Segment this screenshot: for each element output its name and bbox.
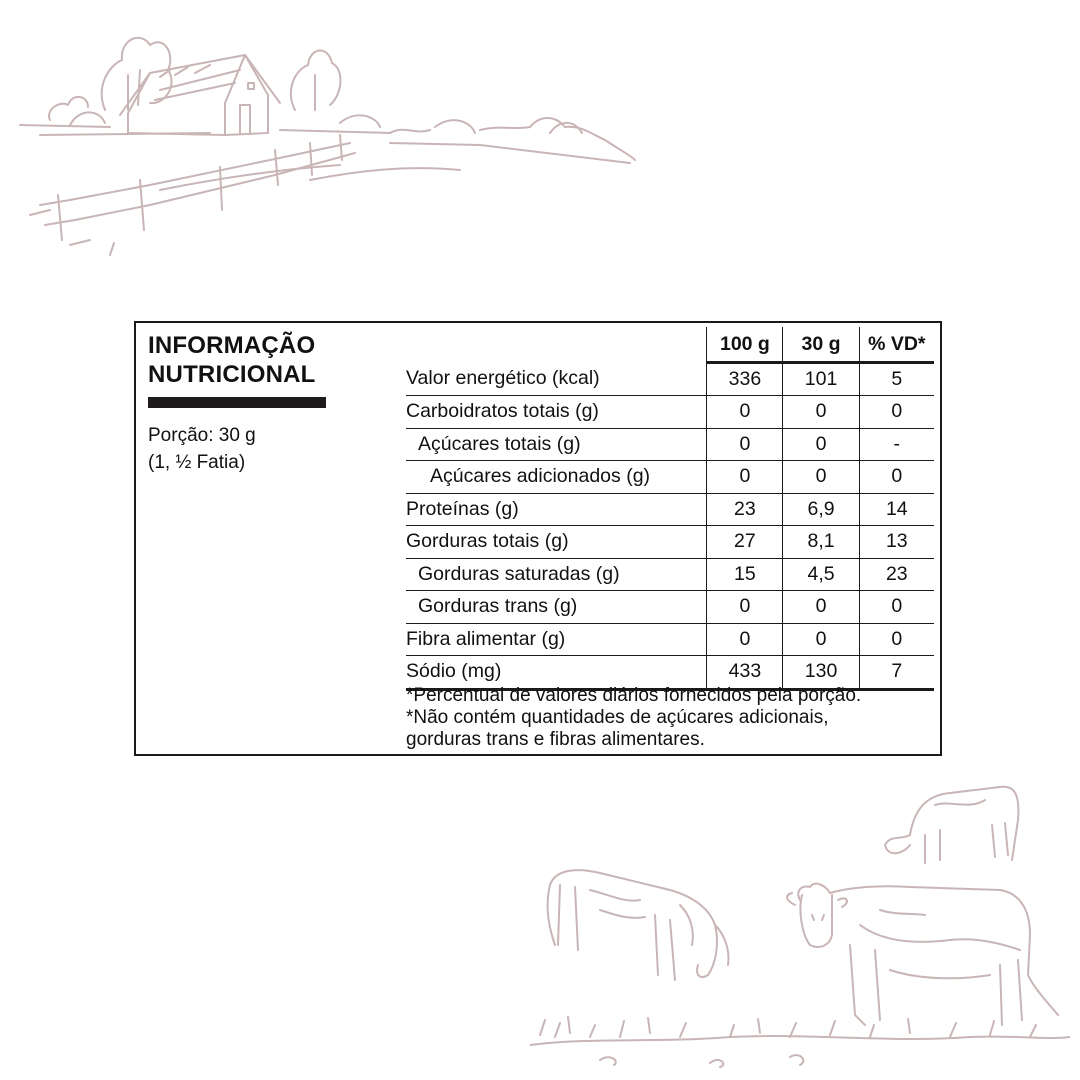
- value-30g: 0: [783, 396, 859, 429]
- table-row: [406, 428, 934, 461]
- value-100g: 27: [707, 526, 783, 559]
- value-30g: 0: [783, 623, 859, 656]
- label-title-line2: NUTRICIONAL: [148, 361, 316, 388]
- value-100g: 433: [707, 656, 783, 690]
- label-title-line1: INFORMAÇÃO: [148, 332, 316, 359]
- table-row: [406, 526, 934, 559]
- footnote-no-additives-line1: *Não contém quantidades de açúcares adicionais,: [406, 707, 829, 728]
- value-vd: 5: [859, 362, 934, 396]
- value-vd: 0: [859, 396, 934, 429]
- value-vd: 7: [859, 656, 934, 690]
- title-divider-bar: [148, 397, 326, 408]
- value-100g: 15: [707, 558, 783, 591]
- value-100g: 23: [707, 493, 783, 526]
- table-row: [406, 493, 934, 526]
- nutrient-label: Proteínas (g): [406, 493, 707, 526]
- nutrition-table: [406, 327, 934, 691]
- value-100g: 336: [707, 362, 783, 396]
- value-100g: 0: [707, 623, 783, 656]
- table-row: [406, 591, 934, 624]
- value-100g: 0: [707, 591, 783, 624]
- table-row: [406, 558, 934, 591]
- value-30g: 0: [783, 428, 859, 461]
- value-vd: 0: [859, 591, 934, 624]
- value-30g: 4,5: [783, 558, 859, 591]
- nutrient-label: Fibra alimentar (g): [406, 623, 707, 656]
- header-100g: 100 g: [707, 327, 783, 362]
- portion-info: [148, 422, 328, 476]
- value-30g: 0: [783, 461, 859, 494]
- header-30g: 30 g: [783, 327, 859, 362]
- footnotes: [406, 685, 936, 751]
- farm-barn-illustration: [10, 15, 650, 275]
- value-vd: 0: [859, 461, 934, 494]
- nutrient-label: Valor energético (kcal): [406, 362, 707, 396]
- table-row: [406, 396, 934, 429]
- nutrient-label: Açúcares adicionados (g): [406, 461, 707, 494]
- table-row: [406, 461, 934, 494]
- value-vd: 0: [859, 623, 934, 656]
- value-vd: 14: [859, 493, 934, 526]
- table-header-row: [406, 327, 934, 362]
- nutrient-label: Gorduras totais (g): [406, 526, 707, 559]
- nutrient-label: Carboidratos totais (g): [406, 396, 707, 429]
- value-100g: 0: [707, 396, 783, 429]
- footnote-no-additives-line2: gorduras trans e fibras alimentares.: [406, 729, 705, 750]
- value-vd: 23: [859, 558, 934, 591]
- nutrient-label: Sódio (mg): [406, 656, 707, 690]
- value-vd: -: [859, 428, 934, 461]
- value-100g: 0: [707, 461, 783, 494]
- cows-illustration: [530, 775, 1070, 1075]
- header-blank: [406, 327, 707, 362]
- portion-size: Porção: 30 g: [148, 425, 256, 446]
- nutrient-label: Gorduras trans (g): [406, 591, 707, 624]
- value-30g: 130: [783, 656, 859, 690]
- value-30g: 0: [783, 591, 859, 624]
- nutrition-facts-label: [134, 321, 942, 756]
- table-row: [406, 656, 934, 690]
- portion-description: (1, ½ Fatia): [148, 452, 246, 473]
- footnote-daily-values: *Percentual de valores diários fornecidos pela porção.: [406, 685, 862, 706]
- nutrient-label: Açúcares totais (g): [406, 428, 707, 461]
- table-row: [406, 623, 934, 656]
- nutrient-label: Gorduras saturadas (g): [406, 558, 707, 591]
- header-vd: % VD*: [859, 327, 934, 362]
- value-vd: 13: [859, 526, 934, 559]
- table-row: [406, 362, 934, 396]
- label-header: [148, 331, 328, 476]
- value-100g: 0: [707, 428, 783, 461]
- value-30g: 8,1: [783, 526, 859, 559]
- value-30g: 101: [783, 362, 859, 396]
- value-30g: 6,9: [783, 493, 859, 526]
